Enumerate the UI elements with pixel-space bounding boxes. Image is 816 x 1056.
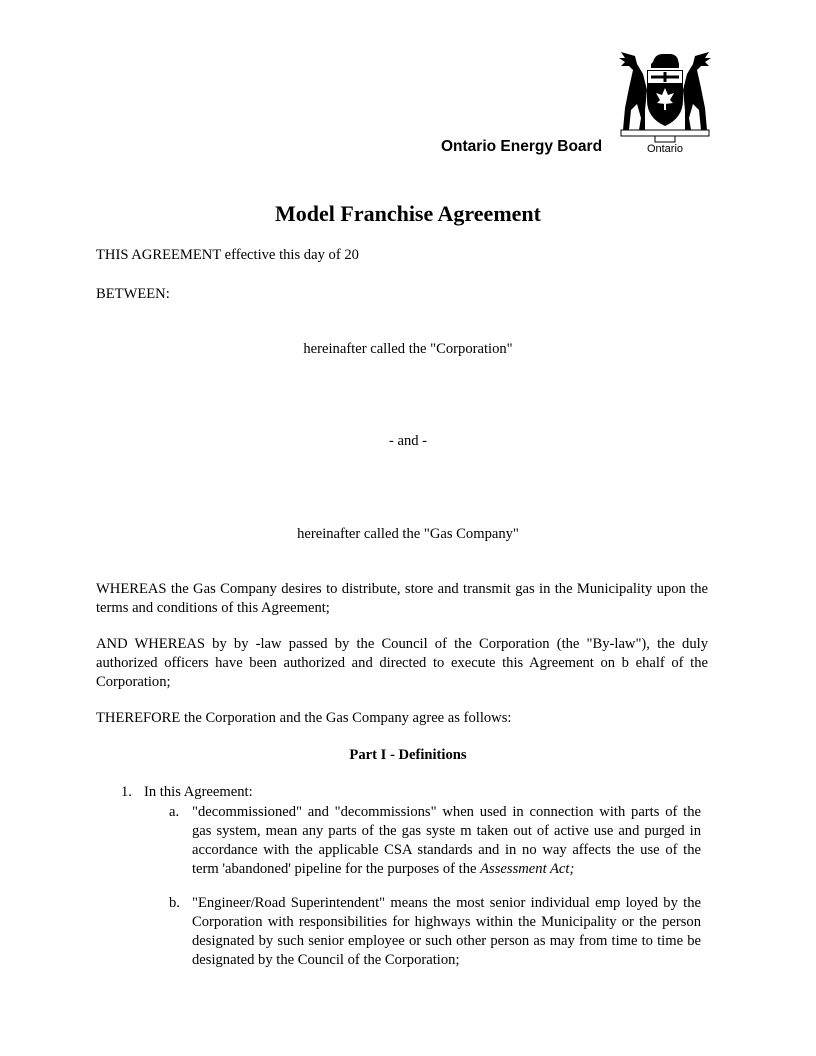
document-title: Model Franchise Agreement <box>275 201 541 226</box>
and-separator: - and - <box>388 433 428 449</box>
part1-heading: Part I - Definitions <box>349 747 467 763</box>
whereas-clause-2: AND WHEREAS by by -law passed by the Council of the Corporation (the "By-law"), the duly authorized officers have been authorized and directed to execute this Agreement on b ehalf of the Corporation; <box>96 636 708 690</box>
ontario-coat-of-arms-icon <box>615 48 715 154</box>
party-gas-company: hereinafter called the "Gas Company" <box>297 526 519 542</box>
sub-item-b: "Engineer/Road Superintendent" means the most senior individual emp loyed by the Corporation with responsibilities for highways within the Municipality or the person designated by such senior employee or such other person as may from time to time be designated by the Council of the Corporation; <box>192 895 701 968</box>
sub-item-a-text: "decommissioned" and "decommissions" when used in connection with parts of the gas system, mean any parts of the gas syste m taken out of active use and purged in accordance with the applicable CSA standards and in no way affects the use of the term 'abandoned' pipeline for the purposes of the <box>192 804 701 877</box>
logo-wordmark: Ontario <box>646 143 684 154</box>
sub-item-a <box>192 803 701 879</box>
assessment-act-ref: Assessment Act; <box>480 861 575 877</box>
sub-item-letter-b: b. <box>169 895 180 911</box>
party-corporation: hereinafter called the "Corporation" <box>303 341 513 357</box>
whereas-clause-1: WHEREAS the Gas Company desires to distribute, store and transmit gas in the Municipality upon the terms and conditions of this Agreement; <box>96 581 708 616</box>
sub-item-letter-a: a. <box>169 804 180 820</box>
effective-line: THIS AGREEMENT effective this day of 20 <box>96 247 359 263</box>
list-item-number: 1. <box>121 784 132 800</box>
therefore-clause: THEREFORE the Corporation and the Gas Company agree as follows: <box>96 710 512 726</box>
between-label: BETWEEN: <box>96 286 170 302</box>
list-item-text: In this Agreement: <box>144 784 253 800</box>
organization-name: Ontario Energy Board <box>441 138 603 155</box>
